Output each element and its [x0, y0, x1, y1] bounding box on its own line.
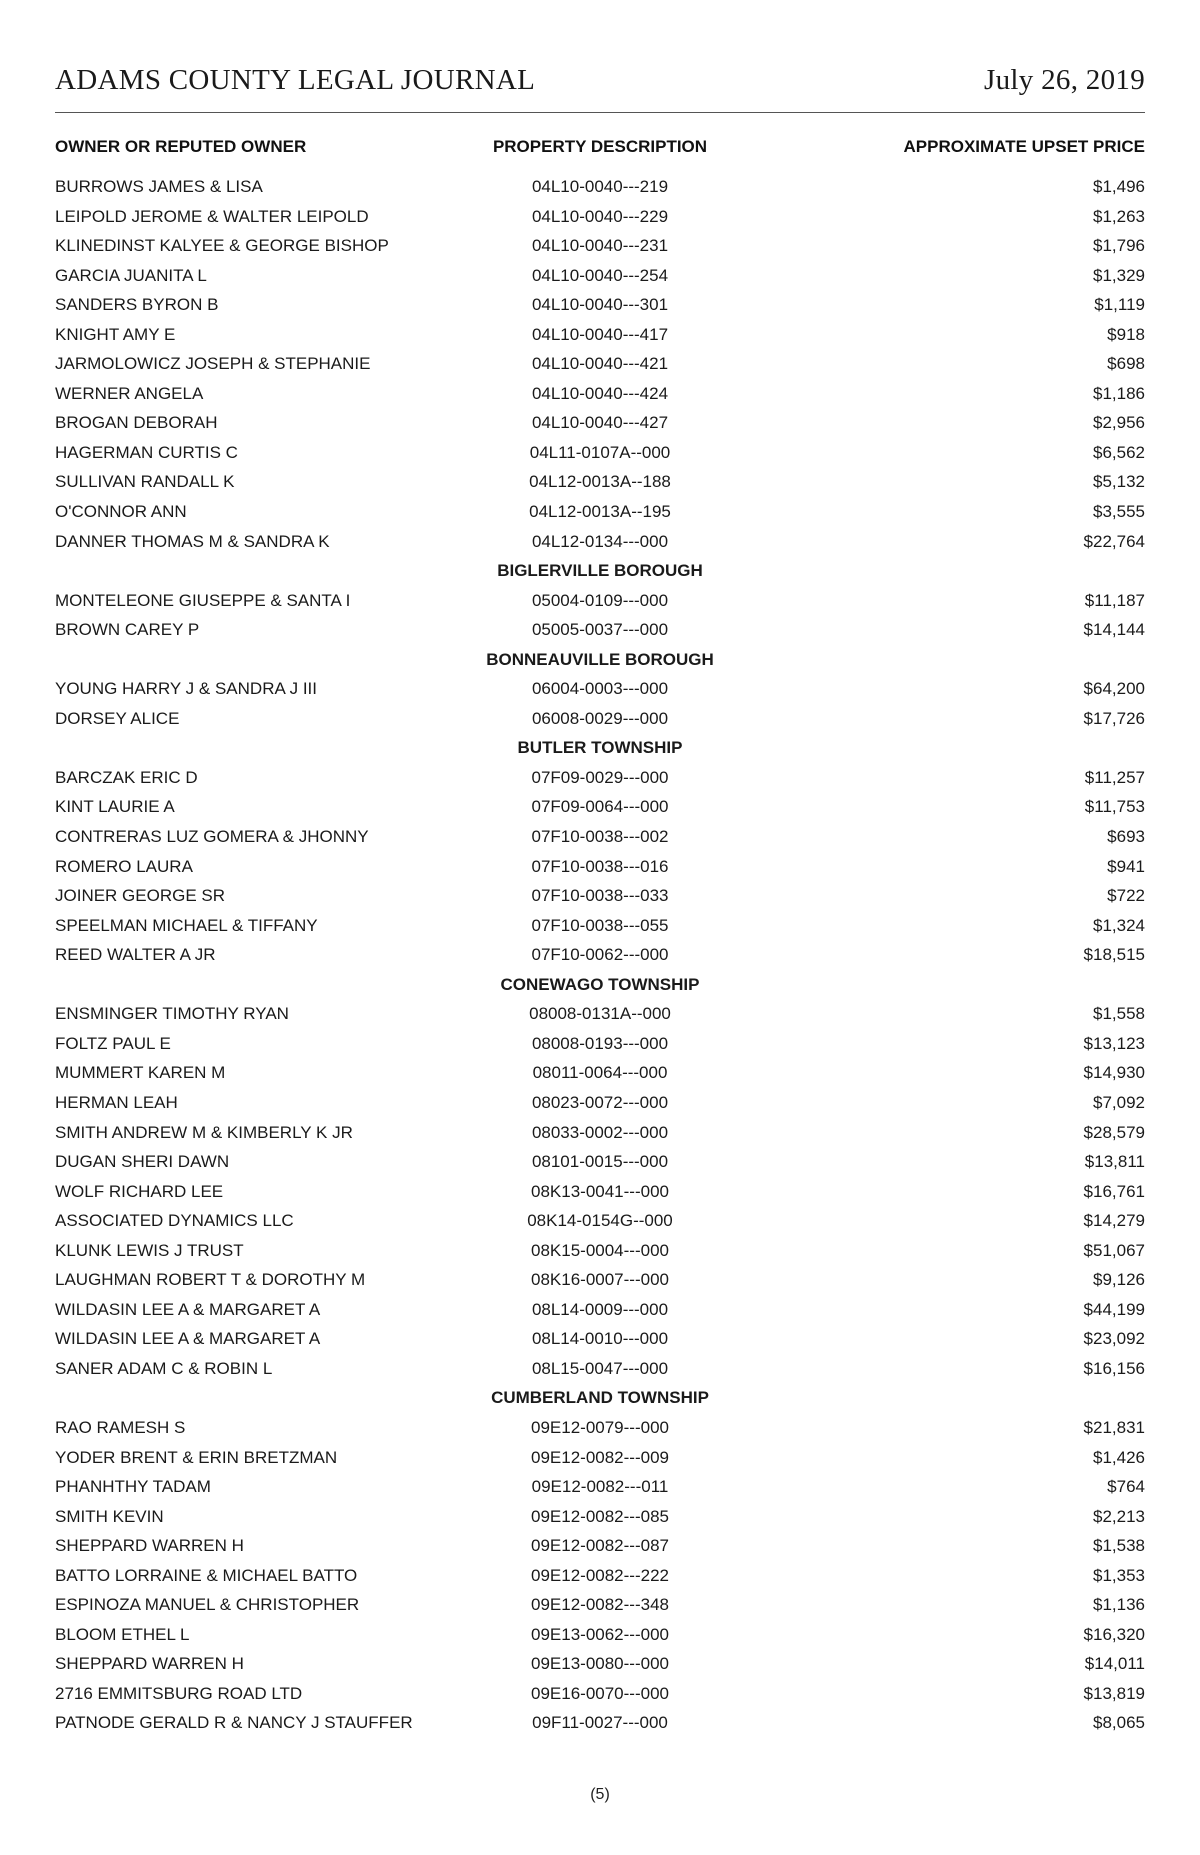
- upset-price-cell: $1,329: [1093, 265, 1145, 285]
- owner-cell: ENSMINGER TIMOTHY RYAN: [55, 1004, 289, 1024]
- property-description-cell: 08K14-0154G--000: [527, 1211, 673, 1231]
- owner-cell: ESPINOZA MANUEL & CHRISTOPHER: [55, 1595, 360, 1615]
- property-description-cell: 07F10-0038---016: [531, 856, 669, 876]
- section-heading: BIGLERVILLE BOROUGH: [497, 561, 703, 581]
- owner-cell: O'CONNOR ANN: [55, 502, 187, 522]
- property-description-cell: 04L10-0040---229: [531, 206, 669, 226]
- owner-cell: BARCZAK ERIC D: [55, 767, 198, 787]
- owner-cell: FOLTZ PAUL E: [55, 1033, 171, 1053]
- table-row: [55, 1354, 1145, 1384]
- upset-price-cell: $11,187: [1084, 590, 1145, 610]
- owner-cell: WOLF RICHARD LEE: [55, 1181, 224, 1201]
- section-heading-row: [55, 970, 1145, 1000]
- property-description-cell: 08101-0015---000: [531, 1152, 669, 1172]
- table-row: [55, 1265, 1145, 1295]
- owner-cell: BROGAN DEBORAH: [55, 413, 218, 433]
- table-row: [55, 586, 1145, 616]
- table-row: [55, 1413, 1145, 1443]
- property-description-cell: 08023-0072---000: [531, 1092, 669, 1112]
- upset-price-cell: $1,136: [1093, 1595, 1145, 1615]
- property-description-cell: 07F10-0062---000: [531, 945, 669, 965]
- property-description-cell: 09E16-0070---000: [531, 1683, 669, 1703]
- table-row: [55, 349, 1145, 379]
- table-row: [55, 1620, 1145, 1650]
- table-row: [55, 999, 1145, 1029]
- table-row: [55, 852, 1145, 882]
- table-row: [55, 1177, 1145, 1207]
- table-row: [55, 1708, 1145, 1738]
- table-row: [55, 202, 1145, 232]
- table-row: [55, 172, 1145, 202]
- upset-price-cell: $28,579: [1083, 1122, 1145, 1142]
- property-description-cell: 08011-0064---000: [532, 1063, 668, 1083]
- property-description-cell: 09E12-0082---011: [531, 1477, 669, 1497]
- upset-price-cell: $16,761: [1083, 1181, 1145, 1201]
- owner-cell: WILDASIN LEE A & MARGARET A: [55, 1299, 321, 1319]
- upset-price-cell: $14,279: [1083, 1211, 1145, 1231]
- property-description-cell: 08K13-0041---000: [531, 1181, 669, 1201]
- upset-price-cell: $64,200: [1083, 679, 1145, 699]
- owner-cell: SPEELMAN MICHAEL & TIFFANY: [55, 915, 318, 935]
- upset-price-cell: $17,726: [1083, 708, 1145, 728]
- section-heading: CUMBERLAND TOWNSHIP: [491, 1388, 709, 1408]
- upset-price-cell: $764: [1107, 1477, 1145, 1497]
- upset-price-cell: $6,562: [1093, 442, 1145, 462]
- owner-cell: WERNER ANGELA: [55, 383, 204, 403]
- property-description-cell: 09E12-0082---009: [531, 1447, 669, 1467]
- property-description-cell: 09E12-0082---085: [531, 1506, 669, 1526]
- section-heading: CONEWAGO TOWNSHIP: [500, 974, 700, 994]
- upset-price-cell: $13,123: [1083, 1033, 1145, 1053]
- owner-cell: HERMAN LEAH: [55, 1092, 178, 1112]
- upset-price-cell: $23,092: [1083, 1329, 1145, 1349]
- table-row: [55, 1324, 1145, 1354]
- property-description-cell: 04L12-0013A--195: [529, 502, 671, 522]
- upset-price-cell: $14,144: [1083, 620, 1145, 640]
- property-description-cell: 05005-0037---000: [531, 620, 669, 640]
- table-row: [55, 438, 1145, 468]
- owner-cell: BLOOM ETHEL L: [55, 1624, 190, 1644]
- table-row: [55, 1206, 1145, 1236]
- owner-cell: JOINER GEORGE SR: [55, 886, 226, 906]
- table-row: [55, 1472, 1145, 1502]
- table-row: [55, 704, 1145, 734]
- table-row: [55, 408, 1145, 438]
- upset-price-cell: $16,156: [1083, 1358, 1145, 1378]
- property-description-cell: 09E12-0082---087: [531, 1536, 669, 1556]
- owner-cell: DUGAN SHERI DAWN: [55, 1152, 230, 1172]
- property-description-cell: 04L11-0107A--000: [529, 442, 671, 462]
- owner-cell: WILDASIN LEE A & MARGARET A: [55, 1329, 321, 1349]
- property-description-cell: 04L12-0134---000: [531, 531, 669, 551]
- upset-price-cell: $44,199: [1083, 1299, 1145, 1319]
- owner-cell: BROWN CAREY P: [55, 620, 200, 640]
- upset-price-cell: $22,764: [1083, 531, 1145, 551]
- property-description-cell: 07F09-0064---000: [531, 797, 669, 817]
- table-row: [55, 1679, 1145, 1709]
- table-row: [55, 763, 1145, 793]
- property-description-cell: 07F10-0038---002: [531, 827, 669, 847]
- property-description-cell: 04L10-0040---417: [531, 324, 669, 344]
- upset-price-cell: $9,126: [1093, 1270, 1145, 1290]
- property-description-cell: 04L10-0040---427: [531, 413, 669, 433]
- property-list: [55, 172, 1145, 1738]
- property-description-cell: 04L10-0040---231: [531, 236, 669, 256]
- section-heading-row: [55, 556, 1145, 586]
- table-row: [55, 1561, 1145, 1591]
- owner-cell: LEIPOLD JEROME & WALTER LEIPOLD: [55, 206, 369, 226]
- upset-price-cell: $13,819: [1083, 1683, 1145, 1703]
- owner-cell: BURROWS JAMES & LISA: [55, 177, 263, 196]
- upset-price-cell: $14,930: [1083, 1063, 1145, 1083]
- property-description-cell: 09F11-0027---000: [532, 1713, 668, 1733]
- table-row: [55, 379, 1145, 409]
- owner-cell: 2716 EMMITSBURG ROAD LTD: [55, 1683, 303, 1703]
- owner-cell: DANNER THOMAS M & SANDRA K: [55, 531, 330, 551]
- description-column-header: PROPERTY DESCRIPTION: [492, 137, 708, 156]
- upset-price-cell: $11,257: [1084, 767, 1145, 787]
- section-heading-row: [55, 645, 1145, 675]
- section-heading: BONNEAUVILLE BOROUGH: [486, 649, 714, 669]
- owner-cell: SANDERS BYRON B: [55, 295, 219, 315]
- upset-price-cell: $51,067: [1083, 1240, 1145, 1260]
- owner-cell: HAGERMAN CURTIS C: [55, 442, 238, 462]
- table-row: [55, 290, 1145, 320]
- property-description-cell: 08L14-0010---000: [531, 1329, 669, 1349]
- property-description-cell: 09E12-0082---348: [531, 1595, 669, 1615]
- property-description-cell: 04L12-0013A--188: [529, 472, 671, 492]
- owner-cell: JARMOLOWICZ JOSEPH & STEPHANIE: [55, 354, 371, 374]
- upset-price-cell: $21,831: [1083, 1417, 1145, 1437]
- upset-price-cell: $1,186: [1093, 383, 1145, 403]
- table-row: [55, 1088, 1145, 1118]
- owner-cell: YODER BRENT & ERIN BRETZMAN: [55, 1447, 338, 1467]
- upset-price-cell: $1,324: [1093, 915, 1145, 935]
- property-description-cell: 07F10-0038---055: [531, 915, 669, 935]
- table-row: [55, 1502, 1145, 1532]
- owner-cell: SHEPPARD WARREN H: [55, 1654, 244, 1674]
- upset-price-cell: $8,065: [1093, 1713, 1145, 1733]
- owner-cell: RAO RAMESH S: [55, 1417, 186, 1437]
- owner-cell: SMITH KEVIN: [55, 1506, 164, 1526]
- table-row: [55, 527, 1145, 557]
- upset-price-cell: $698: [1107, 354, 1145, 374]
- upset-price-cell: $11,753: [1084, 797, 1145, 817]
- property-description-cell: 09E12-0082---222: [531, 1565, 669, 1585]
- property-description-cell: 04L10-0040---424: [531, 383, 669, 403]
- owner-cell: MONTELEONE GIUSEPPE & SANTA I: [55, 590, 351, 610]
- owner-cell: PATNODE GERALD R & NANCY J STAUFFER: [55, 1713, 413, 1733]
- upset-price-cell: $2,956: [1093, 413, 1145, 433]
- upset-price-cell: $16,320: [1083, 1624, 1145, 1644]
- page-header: [55, 64, 1145, 113]
- property-description-cell: 06004-0003---000: [531, 679, 669, 699]
- upset-price-cell: $1,558: [1093, 1004, 1145, 1024]
- table-row: [55, 1147, 1145, 1177]
- upset-price-cell: $1,263: [1093, 206, 1145, 226]
- section-heading-row: [55, 733, 1145, 763]
- owner-cell: KINT LAURIE A: [55, 797, 175, 817]
- table-row: [55, 1118, 1145, 1148]
- upset-price-cell: $14,011: [1084, 1654, 1145, 1674]
- owner-cell: YOUNG HARRY J & SANDRA J III: [55, 679, 317, 699]
- owner-cell: KNIGHT AMY E: [55, 324, 176, 344]
- table-row: [55, 1058, 1145, 1088]
- upset-price-cell: $1,496: [1093, 177, 1145, 196]
- issue-date: July 26, 2019: [984, 64, 1145, 96]
- upset-price-cell: $941: [1107, 856, 1145, 876]
- table-row: [55, 497, 1145, 527]
- property-description-cell: 08008-0131A--000: [529, 1004, 671, 1024]
- section-heading: BUTLER TOWNSHIP: [517, 738, 683, 758]
- owner-cell: LAUGHMAN ROBERT T & DOROTHY M: [55, 1270, 366, 1290]
- owner-cell: CONTRERAS LUZ GOMERA & JHONNY: [55, 827, 369, 847]
- property-description-cell: 08K16-0007---000: [531, 1270, 669, 1290]
- owner-cell: SULLIVAN RANDALL K: [55, 472, 235, 492]
- owner-cell: SHEPPARD WARREN H: [55, 1536, 244, 1556]
- owner-cell: PHANHTHY TADAM: [55, 1477, 211, 1497]
- property-description-cell: 08L15-0047---000: [531, 1358, 669, 1378]
- table-row: [55, 822, 1145, 852]
- property-description-cell: 07F10-0038---033: [531, 886, 669, 906]
- property-description-cell: 05004-0109---000: [531, 590, 669, 610]
- table-row: [55, 1649, 1145, 1679]
- table-row: [55, 320, 1145, 350]
- owner-cell: BATTO LORRAINE & MICHAEL BATTO: [55, 1565, 358, 1585]
- table-row: [55, 261, 1145, 291]
- upset-price-cell: $18,515: [1083, 945, 1145, 965]
- table-row: [55, 940, 1145, 970]
- journal-title: ADAMS COUNTY LEGAL JOURNAL: [55, 64, 536, 96]
- upset-price-cell: $7,092: [1093, 1092, 1145, 1112]
- property-description-cell: 08033-0002---000: [531, 1122, 669, 1142]
- upset-price-cell: $13,811: [1084, 1152, 1145, 1172]
- table-row: [55, 1295, 1145, 1325]
- upset-price-cell: $918: [1107, 324, 1145, 344]
- property-description-cell: 06008-0029---000: [531, 708, 669, 728]
- owner-cell: KLUNK LEWIS J TRUST: [55, 1240, 244, 1260]
- table-row: [55, 1531, 1145, 1561]
- table-row: [55, 467, 1145, 497]
- owner-cell: DORSEY ALICE: [55, 708, 180, 728]
- property-description-cell: 04L10-0040---301: [531, 295, 669, 315]
- table-row: [55, 881, 1145, 911]
- table-row: [55, 1443, 1145, 1473]
- property-description-cell: 08008-0193---000: [531, 1033, 669, 1053]
- upset-price-cell: $5,132: [1093, 472, 1145, 492]
- page-number: (5): [590, 1786, 610, 1803]
- property-description-cell: 09E12-0079---000: [531, 1417, 669, 1437]
- upset-price-cell: $3,555: [1093, 502, 1145, 522]
- upset-price-cell: $1,538: [1093, 1536, 1145, 1556]
- upset-price-cell: $1,353: [1093, 1565, 1145, 1585]
- property-description-cell: 04L10-0040---254: [531, 265, 669, 285]
- table-row: [55, 1236, 1145, 1266]
- owner-cell: ROMERO LAURA: [55, 856, 193, 876]
- upset-price-cell: $722: [1107, 886, 1145, 906]
- upset-price-cell: $2,213: [1093, 1506, 1145, 1526]
- owner-cell: MUMMERT KAREN M: [55, 1063, 226, 1083]
- upset-price-cell: $1,426: [1093, 1447, 1145, 1467]
- owner-cell: ASSOCIATED DYNAMICS LLC: [55, 1211, 294, 1231]
- property-description-cell: 08L14-0009---000: [531, 1299, 669, 1319]
- section-heading-row: [55, 1383, 1145, 1413]
- upset-price-cell: $1,796: [1093, 236, 1145, 256]
- table-row: [55, 792, 1145, 822]
- owner-cell: SMITH ANDREW M & KIMBERLY K JR: [55, 1122, 353, 1142]
- table-row: [55, 615, 1145, 645]
- owner-cell: REED WALTER A JR: [55, 945, 216, 965]
- upset-price-cell: $693: [1107, 827, 1145, 847]
- table-row: [55, 231, 1145, 261]
- owner-column-header: OWNER OR REPUTED OWNER: [55, 137, 307, 156]
- property-description-cell: 09E13-0080---000: [531, 1654, 669, 1674]
- owner-cell: SANER ADAM C & ROBIN L: [55, 1358, 273, 1378]
- table-row: [55, 1590, 1145, 1620]
- table-row: [55, 674, 1145, 704]
- price-column-header: APPROXIMATE UPSET PRICE: [903, 137, 1145, 156]
- property-description-cell: 09E13-0062---000: [531, 1624, 669, 1644]
- owner-cell: GARCIA JUANITA L: [55, 265, 207, 285]
- property-description-cell: 07F09-0029---000: [531, 767, 669, 787]
- owner-cell: KLINEDINST KALYEE & GEORGE BISHOP: [55, 236, 389, 256]
- property-description-cell: 04L10-0040---421: [531, 354, 669, 374]
- column-headers: [55, 137, 1145, 159]
- upset-price-cell: $1,119: [1094, 295, 1145, 315]
- table-row: [55, 911, 1145, 941]
- table-row: [55, 1029, 1145, 1059]
- property-description-cell: 08K15-0004---000: [531, 1240, 669, 1260]
- property-description-cell: 04L10-0040---219: [531, 177, 669, 196]
